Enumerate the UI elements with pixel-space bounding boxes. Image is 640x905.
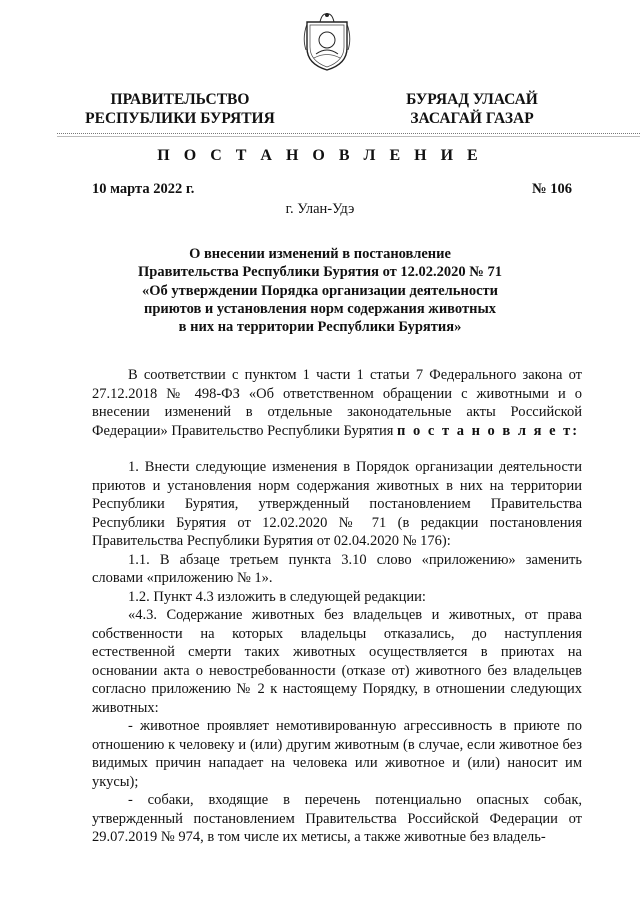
intro-text: В соответствии с пунктом 1 части 1 статьи 7 Федерального закона от 27.12.2018 № 498-ФЗ «Об ответственном обращении с животными и о внесении изменений в отдельные законодательные акты Российской Федерации» Правительство Республики Бурятия <box>92 367 582 439</box>
intro-paragraph <box>92 366 582 440</box>
subject-line: О внесении изменений в постановление <box>189 246 451 262</box>
paragraph-1-2: 1.2. Пункт 4.3 изложить в следующей редакции: <box>128 588 426 605</box>
document-subject <box>110 245 530 336</box>
subject-line: в них на территории Республики Бурятия» <box>178 319 462 336</box>
paragraph-1-1: 1.1. В абзаце третьем пункта 3.10 слово «приложению» заменить словами «приложению № 1». <box>92 551 582 586</box>
bullet-dangerous-dogs: - собаки, входящие в перечень потенциально опасных собак, утвержденный постановлением Правительства Российской Федерации от 29.07.2019 № 974, в том числе их метисы, а также животные без владель- <box>92 792 582 845</box>
government-title-bua: БУРЯАД УЛАСАЙ <box>406 91 538 108</box>
paragraph-4-3: «4.3. Содержание животных без владельцев и животных, от права собственности на которых владельцы отказались, до наступления естественной смерти таких животных осуществляется в приютах на основании акта о невостребованности (отказе от) животного без владельцев согласно приложению № 2 к настоящему Порядку, в отношении следующих животных: <box>92 607 582 716</box>
document-date: 10 марта 2022 г. <box>92 181 195 197</box>
paragraph-1: 1. Внести следующие изменения в Порядок организации деятельности приютов и установления норм содержания животных в них на территории Республики Бурятия, утвержденный постановлением Правительства Республики Бурятия от 12.02.2020 № 71 (в редакции постановления Правительства Республики Бурятия от 02.04.2020 № 176): <box>92 459 582 549</box>
document-body <box>92 458 582 847</box>
document-city: г. Улан-Удэ <box>285 201 355 217</box>
header-right <box>392 90 552 128</box>
document-number: № 106 <box>532 181 572 197</box>
subject-line: приютов и установления норм содержания животных <box>143 300 497 317</box>
subject-line: Правительства Республики Бурятия от 12.02.2020 № 71 <box>138 264 502 281</box>
resolves-word: п о с т а н о в л я е т: <box>397 422 580 439</box>
document-body-intro <box>92 366 582 440</box>
header-left <box>80 90 280 128</box>
republic-title-bua: ЗАСАГАЙ ГАЗАР <box>410 110 534 127</box>
subject-line: «Об утверждении Порядка организации деятельности <box>142 282 498 299</box>
bullet-aggressive-animal: - животное проявляет немотивированную агрессивность в приюте по отношению к человеку и (или) другим животным (в случае, если животное без видимых причин нападает на человека или животное и (или) наносит им укусы); <box>92 718 582 790</box>
government-title-ru: ПРАВИТЕЛЬСТВО <box>110 91 250 108</box>
header-divider <box>57 133 640 134</box>
coat-of-arms-emblem <box>302 10 352 72</box>
republic-title-ru: РЕСПУБЛИКИ БУРЯТИЯ <box>85 110 275 127</box>
document-type-title: П О С Т А Н О В Л Е Н И Е <box>157 147 483 164</box>
header-divider-2 <box>57 136 640 137</box>
